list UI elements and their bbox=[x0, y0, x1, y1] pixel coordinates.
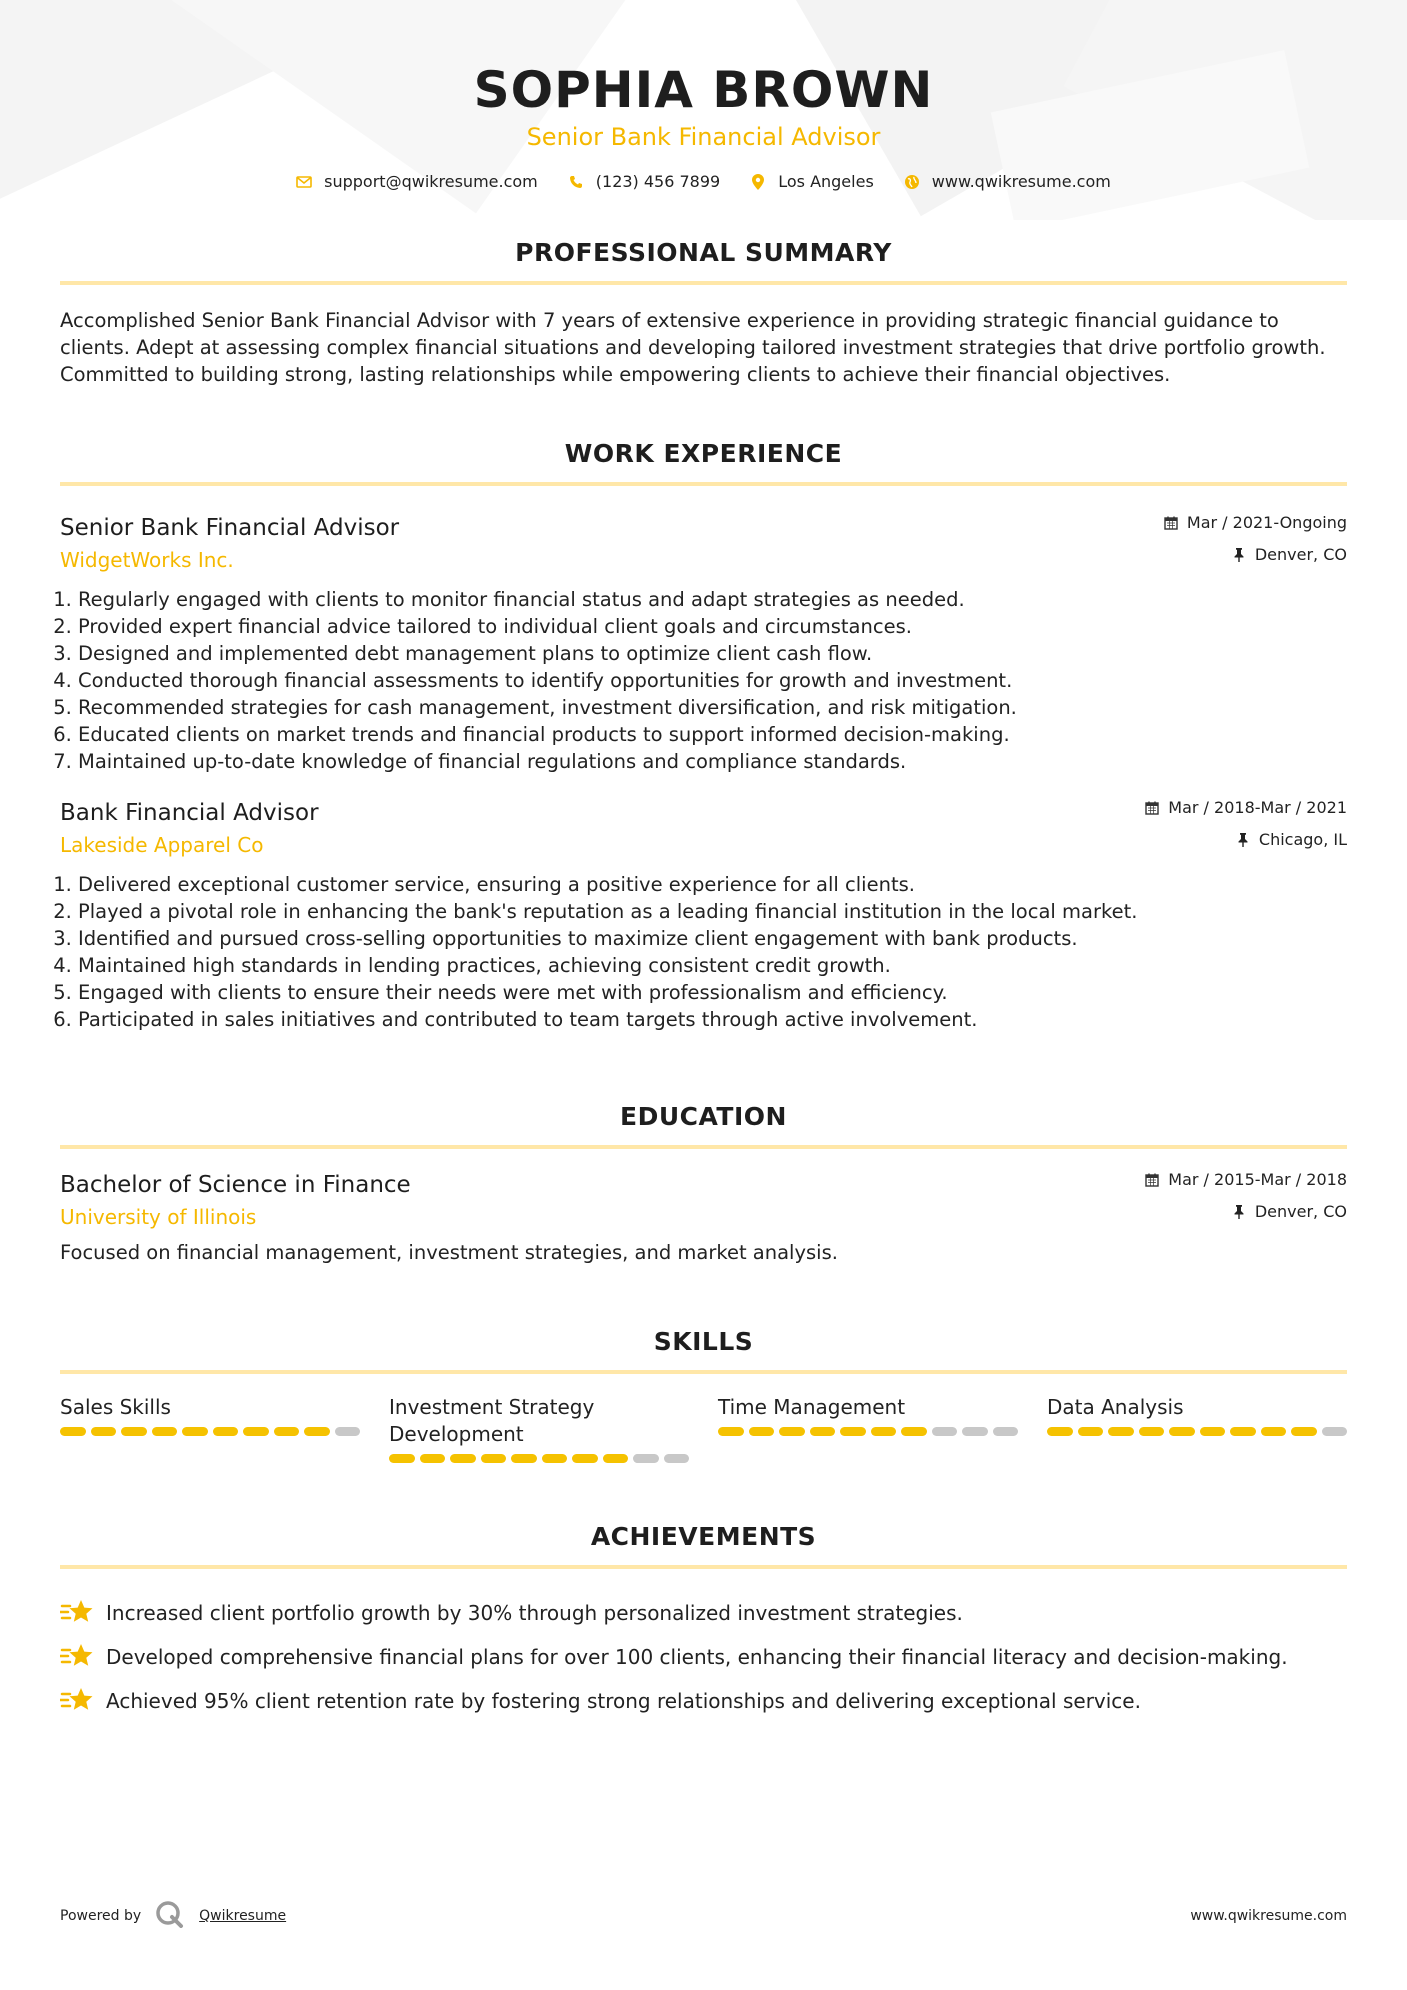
skill-item bbox=[60, 1394, 360, 1463]
list-item: 1. Delivered exceptional customer service, ensuring a positive experience for all clients. bbox=[78, 871, 1347, 898]
achievement-text: Developed comprehensive financial plans for over 100 clients, enhancing their financial literacy and decision-making. bbox=[106, 1644, 1288, 1669]
contact-bar bbox=[60, 172, 1347, 191]
skill-segment-filled bbox=[152, 1427, 178, 1436]
job-title: Senior Bank Financial Advisor bbox=[60, 515, 400, 541]
calendar-icon bbox=[1144, 1172, 1160, 1188]
pushpin-icon bbox=[1231, 1204, 1247, 1220]
skill-segment-filled bbox=[779, 1427, 805, 1436]
qwikresume-logo-icon bbox=[155, 1900, 185, 1932]
job-location-text: Denver, CO bbox=[1254, 545, 1347, 564]
contact-email[interactable] bbox=[296, 172, 538, 191]
section-divider bbox=[60, 482, 1347, 486]
skill-segment-filled bbox=[1169, 1427, 1195, 1436]
skill-rating-bar bbox=[389, 1454, 689, 1463]
skill-rating-bar bbox=[60, 1427, 360, 1436]
job-dates bbox=[1163, 512, 1347, 534]
skill-segment-filled bbox=[243, 1427, 269, 1436]
job-location bbox=[1144, 829, 1347, 851]
skill-segment-empty bbox=[633, 1454, 659, 1463]
skill-rating-bar bbox=[718, 1427, 1018, 1436]
skill-segment-filled bbox=[60, 1427, 86, 1436]
skill-segment-filled bbox=[1200, 1427, 1226, 1436]
skill-segment-filled bbox=[213, 1427, 239, 1436]
experience-heading: WORK EXPERIENCE bbox=[564, 439, 843, 468]
skill-name: Data Analysis bbox=[1047, 1395, 1184, 1419]
achievement-text: Increased client portfolio growth by 30% through personalized investment strategies. bbox=[106, 1600, 963, 1625]
skill-name: Time Management bbox=[718, 1395, 906, 1419]
degree-title: Bachelor of Science in Finance bbox=[60, 1172, 411, 1198]
skill-segment-filled bbox=[871, 1427, 897, 1436]
education-entry bbox=[60, 1169, 1347, 1266]
contact-location-text: Los Angeles bbox=[778, 172, 874, 191]
skill-segment-empty bbox=[962, 1427, 988, 1436]
education-dates bbox=[1144, 1169, 1347, 1191]
job-location-text: Chicago, IL bbox=[1258, 830, 1347, 849]
skill-segment-filled bbox=[1078, 1427, 1104, 1436]
skill-segment-filled bbox=[304, 1427, 330, 1436]
list-item: 2. Provided expert financial advice tailored to individual client goals and circumstances. bbox=[78, 613, 1347, 640]
list-item: 5. Engaged with clients to ensure their needs were met with professionalism and efficiency. bbox=[78, 979, 1347, 1006]
achievement-item bbox=[60, 1591, 1347, 1635]
skill-segment-filled bbox=[182, 1427, 208, 1436]
skills-grid bbox=[60, 1394, 1347, 1463]
achievements-section bbox=[60, 1521, 1347, 1723]
list-item: 3. Identified and pursued cross-selling opportunities to maximize client engagement with bank products. bbox=[78, 925, 1347, 952]
skill-segment-filled bbox=[542, 1454, 568, 1463]
job-dates bbox=[1144, 797, 1347, 819]
job-dates-text: Mar / 2021-Ongoing bbox=[1186, 513, 1347, 532]
skill-segment-filled bbox=[481, 1454, 507, 1463]
footer-website[interactable]: www.qwikresume.com bbox=[1190, 1908, 1347, 1924]
skill-segment-filled bbox=[274, 1427, 300, 1436]
powered-by-label: Powered by bbox=[60, 1908, 142, 1924]
job-dates-text: Mar / 2018-Mar / 2021 bbox=[1168, 798, 1347, 817]
skill-segment-filled bbox=[121, 1427, 147, 1436]
section-divider bbox=[60, 1145, 1347, 1149]
skill-segment-filled bbox=[1108, 1427, 1134, 1436]
calendar-icon bbox=[1144, 800, 1160, 816]
section-divider bbox=[60, 281, 1347, 285]
summary-section bbox=[60, 237, 1347, 388]
education-location bbox=[1144, 1201, 1347, 1223]
skill-segment-filled bbox=[749, 1427, 775, 1436]
list-item: 4. Maintained high standards in lending practices, achieving consistent credit growth. bbox=[78, 952, 1347, 979]
summary-text: Accomplished Senior Bank Financial Advisor with 7 years of extensive experience in providing strategic financial guidance to clients. Adept at assessing complex financial situations and developing tailored investment strategies that drive portfolio growth. Committed to building strong, lasting relationships while empowering clients to achieve their financial objectives. bbox=[60, 309, 1326, 386]
job-location bbox=[1163, 544, 1347, 566]
pushpin-icon bbox=[1235, 832, 1251, 848]
skill-segment-filled bbox=[511, 1454, 537, 1463]
resume-header bbox=[60, 0, 1347, 191]
skill-segment-filled bbox=[420, 1454, 446, 1463]
achievement-text: Achieved 95% client retention rate by fostering strong relationships and delivering exceptional service. bbox=[106, 1688, 1141, 1713]
skill-segment-filled bbox=[572, 1454, 598, 1463]
education-location-text: Denver, CO bbox=[1254, 1202, 1347, 1221]
skill-segment-filled bbox=[810, 1427, 836, 1436]
job-company: WidgetWorks Inc. bbox=[60, 548, 234, 572]
shooting-star-icon bbox=[60, 1685, 94, 1717]
skill-segment-filled bbox=[901, 1427, 927, 1436]
job-entry bbox=[60, 512, 1347, 775]
skill-rating-bar bbox=[1047, 1427, 1347, 1436]
section-divider bbox=[60, 1565, 1347, 1569]
skill-item bbox=[1047, 1394, 1347, 1463]
list-item: 7. Maintained up-to-date knowledge of financial regulations and compliance standards. bbox=[78, 748, 1347, 775]
map-pin-icon bbox=[750, 174, 766, 190]
skill-segment-empty bbox=[1322, 1427, 1348, 1436]
skill-segment-filled bbox=[1047, 1427, 1073, 1436]
globe-icon bbox=[904, 174, 920, 190]
calendar-icon bbox=[1163, 515, 1179, 531]
list-item: 1. Regularly engaged with clients to monitor financial status and adapt strategies as needed. bbox=[78, 586, 1347, 613]
pushpin-icon bbox=[1231, 547, 1247, 563]
contact-website[interactable] bbox=[904, 172, 1111, 191]
list-item: 5. Recommended strategies for cash management, investment diversification, and risk mitigation. bbox=[78, 694, 1347, 721]
skill-segment-filled bbox=[1291, 1427, 1317, 1436]
job-bullet-list bbox=[60, 871, 1347, 1033]
list-item: 6. Participated in sales initiatives and contributed to team targets through active involvement. bbox=[78, 1006, 1347, 1033]
skills-heading: SKILLS bbox=[653, 1327, 754, 1356]
contact-website-text: www.qwikresume.com bbox=[931, 172, 1111, 191]
phone-icon bbox=[568, 174, 584, 190]
skill-segment-empty bbox=[335, 1427, 361, 1436]
school-name: University of Illinois bbox=[60, 1205, 257, 1229]
skill-name: Investment Strategy Development bbox=[389, 1395, 595, 1446]
brand-link[interactable]: Qwikresume bbox=[199, 1908, 287, 1924]
education-section bbox=[60, 1101, 1347, 1266]
experience-section bbox=[60, 438, 1347, 1033]
skill-segment-empty bbox=[993, 1427, 1019, 1436]
list-item: 3. Designed and implemented debt management plans to optimize client cash flow. bbox=[78, 640, 1347, 667]
page-footer bbox=[60, 1900, 1347, 1932]
list-item: 6. Educated clients on market trends and financial products to support informed decision-making. bbox=[78, 721, 1347, 748]
skill-segment-filled bbox=[91, 1427, 117, 1436]
skill-segment-filled bbox=[1139, 1427, 1165, 1436]
skill-item bbox=[718, 1394, 1018, 1463]
education-description: Focused on financial management, investment strategies, and market analysis. bbox=[60, 1241, 838, 1264]
skills-section bbox=[60, 1326, 1347, 1463]
envelope-icon bbox=[296, 174, 312, 190]
skill-segment-filled bbox=[1230, 1427, 1256, 1436]
job-title: Bank Financial Advisor bbox=[60, 800, 319, 826]
contact-location bbox=[750, 172, 874, 191]
list-item: 2. Played a pivotal role in enhancing the bank's reputation as a leading financial institution in the local market. bbox=[78, 898, 1347, 925]
skill-segment-filled bbox=[450, 1454, 476, 1463]
education-dates-text: Mar / 2015-Mar / 2018 bbox=[1168, 1170, 1347, 1189]
section-divider bbox=[60, 1370, 1347, 1374]
skill-segment-filled bbox=[1261, 1427, 1287, 1436]
contact-phone-text: (123) 456 7899 bbox=[595, 172, 721, 191]
summary-heading: PROFESSIONAL SUMMARY bbox=[515, 238, 892, 267]
contact-email-text: support@qwikresume.com bbox=[324, 172, 538, 191]
achievement-item bbox=[60, 1635, 1347, 1679]
achievements-heading: ACHIEVEMENTS bbox=[590, 1522, 817, 1551]
list-item: 4. Conducted thorough financial assessments to identify opportunities for growth and investment. bbox=[78, 667, 1347, 694]
skill-segment-empty bbox=[932, 1427, 958, 1436]
candidate-title: Senior Bank Financial Advisor bbox=[526, 123, 881, 151]
achievement-item bbox=[60, 1679, 1347, 1723]
job-bullet-list bbox=[60, 586, 1347, 775]
candidate-name: SOPHIA BROWN bbox=[473, 61, 934, 119]
achievements-list bbox=[60, 1591, 1347, 1723]
skill-segment-filled bbox=[840, 1427, 866, 1436]
job-entry bbox=[60, 797, 1347, 1033]
contact-phone[interactable] bbox=[568, 172, 720, 191]
education-heading: EDUCATION bbox=[620, 1102, 787, 1131]
shooting-star-icon bbox=[60, 1641, 94, 1673]
skill-segment-filled bbox=[603, 1454, 629, 1463]
job-company: Lakeside Apparel Co bbox=[60, 833, 264, 857]
shooting-star-icon bbox=[60, 1597, 94, 1629]
skill-segment-filled bbox=[389, 1454, 415, 1463]
skill-segment-empty bbox=[664, 1454, 690, 1463]
skill-name: Sales Skills bbox=[60, 1395, 171, 1419]
skill-segment-filled bbox=[718, 1427, 744, 1436]
skill-item bbox=[389, 1394, 689, 1463]
